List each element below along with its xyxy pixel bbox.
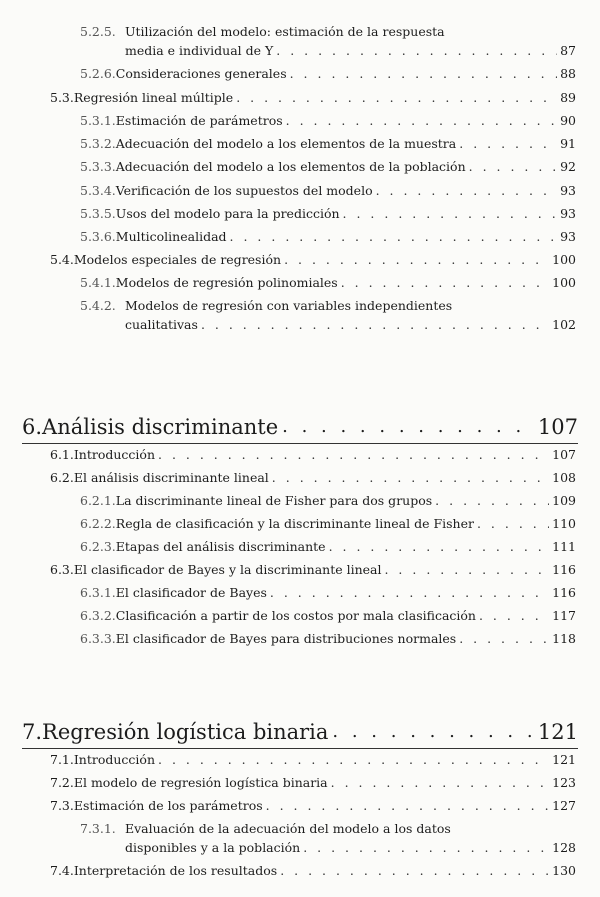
entry-number: 7.1.	[50, 752, 74, 767]
toc-entry-7-3-1[interactable]	[125, 840, 576, 856]
entry-page: 108	[552, 470, 576, 485]
entry-page: 93	[560, 206, 576, 221]
entry-page: 107	[552, 447, 576, 462]
entry-title: Multicolinealidad	[115, 229, 227, 244]
dot-leader	[282, 414, 534, 440]
dot-leader	[343, 206, 558, 222]
dot-leader	[272, 470, 549, 486]
entry-title: La discriminante lineal de Fisher para dos grupos	[115, 493, 433, 508]
dot-leader	[479, 608, 549, 624]
entry-number: 7.4.	[50, 863, 74, 878]
entry-title: El clasificador de Bayes para distribuciones normales	[115, 631, 457, 646]
toc-chapter-7[interactable]	[22, 719, 578, 745]
entry-number: 6.2.3.	[80, 539, 116, 554]
dot-leader	[332, 719, 533, 745]
toc-entry-5-3-1[interactable]	[80, 113, 576, 129]
dot-leader	[201, 317, 549, 333]
entry-title: Adecuación del modelo a los elementos de la muestra	[115, 136, 457, 151]
entry-title: El clasificador de Bayes	[115, 585, 267, 600]
entry-number: 5.4.2.	[80, 298, 116, 313]
entry-number: 5.3.	[50, 90, 74, 105]
toc-entry-6-2-2[interactable]	[80, 516, 576, 532]
toc-entry-7-4[interactable]	[50, 863, 576, 879]
toc-entry-5-3-5[interactable]	[80, 206, 576, 222]
entry-number: 5.4.1.	[80, 275, 116, 290]
dot-leader	[331, 775, 550, 791]
dot-leader	[469, 159, 557, 175]
entry-page: 93	[560, 183, 576, 198]
entry-number: 7.2.	[50, 775, 74, 790]
dot-leader	[230, 229, 558, 245]
dot-leader	[303, 840, 549, 856]
entry-title: Introducción	[73, 447, 155, 462]
chapter-title: Regresión logística binaria	[42, 720, 329, 744]
chapter-title: Análisis discriminante	[42, 415, 279, 439]
dot-leader	[384, 562, 549, 578]
entry-title: Modelos de regresión polinomiales	[115, 275, 338, 290]
dot-leader	[236, 90, 557, 106]
entry-page: 100	[552, 252, 576, 267]
entry-page: 130	[552, 863, 576, 878]
entry-title: Regresión lineal múltiple	[73, 90, 234, 105]
toc-entry-5-3-6[interactable]	[80, 229, 576, 245]
entry-number: 6.2.1.	[80, 493, 116, 508]
entry-number: 5.3.2.	[80, 136, 116, 151]
entry-page: 117	[552, 608, 576, 623]
entry-number: 6.3.3.	[80, 631, 116, 646]
dot-leader	[329, 539, 550, 555]
entry-title: Evaluación de la adecuación del modelo a los datos	[125, 821, 451, 836]
toc-entry-7-1[interactable]	[50, 752, 576, 768]
toc-entry-5-3-2[interactable]	[80, 136, 576, 152]
chapter-number: 6.	[22, 415, 43, 439]
entry-page: 118	[552, 631, 576, 646]
entry-page: 111	[552, 539, 576, 554]
entry-title: Utilización del modelo: estimación de la respuesta	[125, 24, 445, 39]
entry-title-continued: cualitativas	[125, 317, 198, 332]
entry-page: 92	[560, 159, 576, 174]
entry-title: Estimación de los parámetros	[73, 798, 263, 813]
chapter-page: 121	[537, 720, 578, 744]
entry-page: 100	[552, 275, 576, 290]
entry-number: 5.2.5.	[80, 24, 116, 39]
toc-entry-5-4-1[interactable]	[80, 275, 576, 291]
entry-title: Interpretación de los resultados	[73, 863, 278, 878]
entry-title: Usos del modelo para la predicción	[115, 206, 340, 221]
dot-leader	[459, 136, 557, 152]
toc-entry-5-4[interactable]	[50, 252, 576, 268]
toc-entry-5-3-4[interactable]	[80, 183, 576, 199]
entry-title: El modelo de regresión logística binaria	[73, 775, 328, 790]
entry-page: 116	[552, 585, 576, 600]
entry-page: 89	[560, 90, 576, 105]
entry-page: 88	[560, 66, 576, 81]
toc-entry-5-3[interactable]	[50, 90, 576, 106]
toc-entry-5-3-3[interactable]	[80, 159, 576, 175]
toc-entry-6-2[interactable]	[50, 470, 576, 486]
dot-leader	[286, 113, 557, 129]
entry-page: 109	[552, 493, 576, 508]
dot-leader	[276, 43, 557, 59]
entry-title-continued: disponibles y a la población	[125, 840, 301, 855]
entry-page: 116	[552, 562, 576, 577]
dot-leader	[376, 183, 558, 199]
entry-number: 6.3.2.	[80, 608, 116, 623]
entry-title: Regla de clasificación y la discriminante lineal de Fisher	[115, 516, 474, 531]
toc-entry-5-2-5-first-line	[80, 24, 445, 40]
entry-page: 128	[552, 840, 576, 855]
entry-number: 6.1.	[50, 447, 74, 462]
toc-entry-7-3-1-first-line	[80, 821, 451, 837]
entry-number: 5.4.	[50, 252, 74, 267]
entry-title: Modelos de regresión con variables independientes	[125, 298, 453, 313]
toc-entry-6-3-1[interactable]	[80, 585, 576, 601]
entry-page: 93	[560, 229, 576, 244]
dot-leader	[290, 66, 557, 82]
toc-entry-5-2-5[interactable]	[125, 43, 576, 59]
toc-entry-6-3-2[interactable]	[80, 608, 576, 624]
chapter-number: 7.	[22, 720, 43, 744]
toc-entry-5-4-2[interactable]	[125, 317, 576, 333]
toc-entry-7-3[interactable]	[50, 798, 576, 814]
dot-leader	[435, 493, 549, 509]
toc-entry-6-3[interactable]	[50, 562, 576, 578]
toc-entry-7-2[interactable]	[50, 775, 576, 791]
entry-page: 91	[560, 136, 576, 151]
dot-leader	[270, 585, 549, 601]
chapter-rule	[22, 443, 578, 444]
entry-number: 6.3.1.	[80, 585, 116, 600]
toc-entry-5-2-6[interactable]	[80, 66, 576, 82]
entry-page: 87	[560, 43, 576, 58]
dot-leader	[158, 752, 549, 768]
entry-number: 5.3.3.	[80, 159, 116, 174]
entry-title: Adecuación del modelo a los elementos de la población	[115, 159, 466, 174]
dot-leader	[280, 863, 549, 879]
entry-number: 5.3.1.	[80, 113, 116, 128]
toc-entry-6-2-3[interactable]	[80, 539, 576, 555]
entry-title: Introducción	[73, 752, 155, 767]
entry-number: 6.2.	[50, 470, 74, 485]
entry-page: 121	[552, 752, 576, 767]
entry-page: 123	[552, 775, 576, 790]
chapter-page: 107	[537, 415, 578, 439]
entry-title: Modelos especiales de regresión	[73, 252, 282, 267]
chapter-rule	[22, 748, 578, 749]
dot-leader	[158, 447, 549, 463]
toc-chapter-6[interactable]	[22, 414, 578, 440]
entry-title: El clasificador de Bayes y la discriminante lineal	[73, 562, 382, 577]
dot-leader	[459, 631, 549, 647]
entry-title: Etapas del análisis discriminante	[115, 539, 326, 554]
entry-number: 6.2.2.	[80, 516, 116, 531]
entry-title: Clasificación a partir de los costos por mala clasificación	[115, 608, 476, 623]
entry-page: 127	[552, 798, 576, 813]
toc-entry-6-3-3[interactable]	[80, 631, 576, 647]
dot-leader	[284, 252, 549, 268]
dot-leader	[341, 275, 549, 291]
toc-entry-6-2-1[interactable]	[80, 493, 576, 509]
entry-page: 90	[560, 113, 576, 128]
entry-title: Consideraciones generales	[115, 66, 287, 81]
entry-number: 5.3.4.	[80, 183, 116, 198]
entry-page: 110	[552, 516, 576, 531]
toc-entry-6-1[interactable]	[50, 447, 576, 463]
entry-number: 5.3.5.	[80, 206, 116, 221]
entry-page: 102	[552, 317, 576, 332]
entry-number: 7.3.	[50, 798, 74, 813]
entry-title: Verificación de los supuestos del modelo	[115, 183, 373, 198]
entry-number: 5.2.6.	[80, 66, 116, 81]
entry-title-continued: media e individual de Y	[125, 43, 274, 58]
toc-entry-5-4-2-first-line	[80, 298, 452, 314]
dot-leader	[266, 798, 550, 814]
entry-number: 6.3.	[50, 562, 74, 577]
entry-title: El análisis discriminante lineal	[73, 470, 269, 485]
entry-title: Estimación de parámetros	[115, 113, 283, 128]
dot-leader	[477, 516, 549, 532]
entry-number: 5.3.6.	[80, 229, 116, 244]
entry-number: 7.3.1.	[80, 821, 116, 836]
